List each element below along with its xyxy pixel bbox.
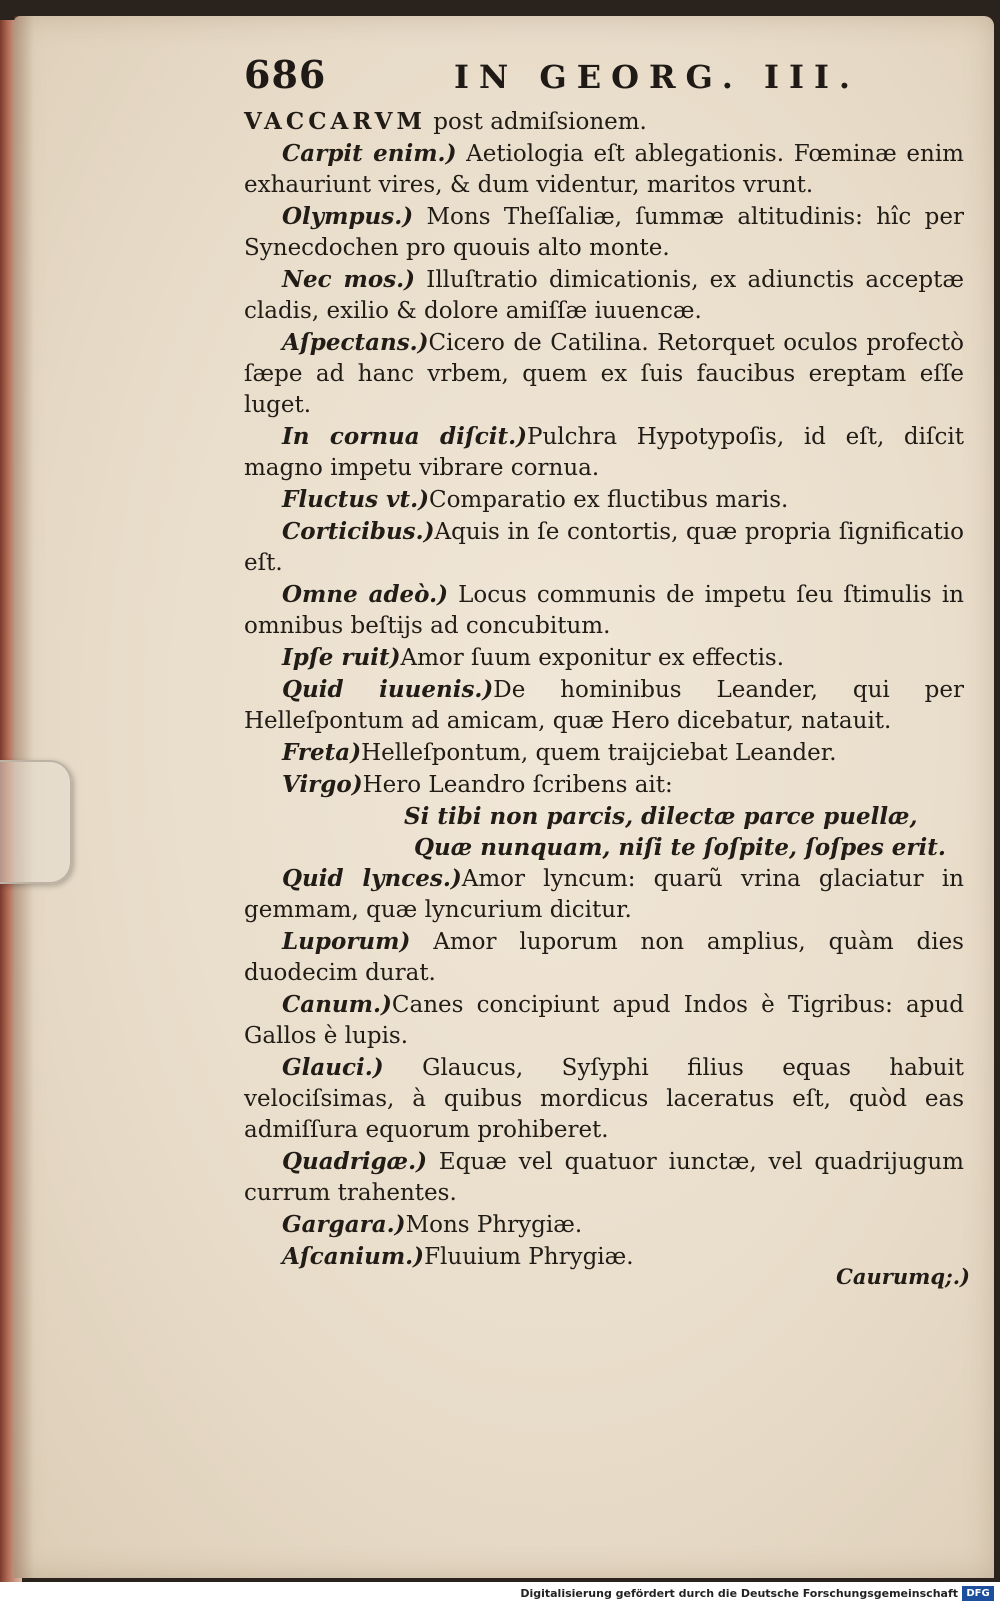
dfg-logo: DFG: [962, 1586, 994, 1601]
note-text: Glaucus, Syſyphi filius equas habuit velociſsimas, à quibus mordicus laceratus eſt, quòd eas admiſſura equorum prohiberet.: [244, 1055, 964, 1143]
note-lemma: Aſpectans.): [282, 329, 429, 356]
notes-group-first: [244, 138, 964, 801]
note-lemma: Corticibus.): [282, 518, 435, 545]
commentary-note: [244, 642, 964, 674]
note-lemma: Quid iuuenis.): [282, 676, 494, 703]
note-text: Aquis in ſe contortis, quæ propria ſignificatio eſt.: [244, 519, 964, 576]
note-lemma: Fluctus vt.): [282, 486, 429, 513]
note-text: Illuſtratio dimicationis, ex adiunctis acceptæ cladis, exilio & dolore amiſſæ iuuencæ.: [244, 267, 964, 324]
commentary-note: [244, 769, 964, 801]
running-head: [244, 52, 960, 102]
note-lemma: In cornua diſcit.): [282, 423, 528, 450]
catchword: Caurumq;.): [836, 1264, 970, 1289]
note-lemma: Canum.): [282, 991, 392, 1018]
note-text: De hominibus Leander, qui per Helleſpontum ad amicam, quæ Hero dicebatur, natauit.: [244, 677, 964, 734]
commentary-note: [244, 989, 964, 1052]
note-text: Mons Theſſaliæ, ſummæ altitudinis: hîc per Synecdochen pro quouis alto monte.: [244, 204, 964, 261]
commentary-note: [244, 926, 964, 989]
quoted-verse: [244, 801, 964, 863]
note-text: Comparatio ex fluctibus maris.: [428, 487, 789, 513]
commentary-note: [244, 1052, 964, 1146]
commentary-note: [244, 737, 964, 769]
note-lemma: Omne adeò.): [282, 581, 449, 608]
note-lemma: Ipſe ruit): [282, 644, 401, 671]
header-title: IN GEORG. III.: [454, 58, 861, 96]
note-text: Amor lyncum: quarũ vrina glaciatur in gemmam, quæ lyncurium dicitur.: [244, 866, 964, 923]
note-lemma: Glauci.): [282, 1054, 384, 1081]
commentary-note: [244, 579, 964, 642]
note-text: Amor luporum non amplius, quàm dies duodecim durat.: [244, 929, 964, 986]
verse-line: Si tibi non parcis, dilectæ parce puellæ,: [404, 803, 918, 830]
digitization-footer: [0, 1582, 1000, 1606]
note-text: Amor ſuum exponitur ex effectis.: [400, 645, 785, 671]
commentary-note: [244, 674, 964, 737]
note-lemma: Gargara.): [282, 1211, 406, 1238]
note-lemma: Carpit enim.): [282, 140, 457, 167]
note-text: Hero Leandro ſcribens ait:: [362, 772, 673, 798]
note-lemma: Luporum): [282, 928, 411, 955]
note-lemma: Nec mos.): [282, 266, 416, 293]
funding-notice: Digitalisierung gefördert durch die Deutsche Forschungsgemeinschaft: [520, 1587, 958, 1600]
commentary-note: [244, 863, 964, 926]
commentary-note: [244, 1209, 964, 1241]
note-text: Canes concipiunt apud Indos è Tigribus: apud Gallos è lupis.: [244, 992, 964, 1049]
section-heading: [244, 106, 964, 138]
commentary-note: [244, 516, 964, 579]
commentary-note: [244, 327, 964, 421]
note-text: Pulchra Hypotypoſis, id eſt, diſcit magno impetu vibrare cornua.: [244, 424, 965, 481]
note-text: Fluuium Phrygiæ.: [424, 1244, 634, 1270]
page-clip: [0, 760, 72, 884]
verse-line: Quæ nunquam, niſi te ſoſpite, ſoſpes erit.: [414, 834, 946, 861]
commentary-note: [244, 201, 964, 264]
commentary-text: [244, 106, 964, 1273]
commentary-note: [244, 138, 964, 201]
note-lemma: Aſcanium.): [282, 1243, 425, 1270]
section-heading-caps: VACCARVM: [244, 108, 426, 135]
section-heading-rest: post admiſsionem.: [425, 109, 647, 135]
page-number: 686: [244, 52, 327, 97]
note-lemma: Olympus.): [282, 203, 414, 230]
note-lemma: Freta): [282, 739, 362, 766]
commentary-note: [244, 264, 964, 327]
note-lemma: Virgo): [282, 771, 363, 798]
note-text: Mons Phrygiæ.: [405, 1212, 583, 1238]
note-text: Aetiologia eſt ablegationis. Fœminæ enim exhauriunt vires, & dum videntur, maritos vrunt.: [244, 141, 964, 198]
note-lemma: Quadrigæ.): [282, 1148, 427, 1175]
notes-group-second: [244, 863, 964, 1273]
note-lemma: Quid lynces.): [282, 865, 462, 892]
note-text: Equæ vel quatuor iunctæ, vel quadrijugum currum trahentes.: [244, 1149, 964, 1206]
commentary-note: [244, 1146, 964, 1209]
note-text: Cicero de Catilina. Retorquet oculos profectò ſæpe ad hanc vrbem, quem ex ſuis faucibus ereptam eſſe luget.: [244, 330, 964, 418]
commentary-note: [244, 421, 964, 484]
note-text: Locus communis de impetu ſeu ſtimulis in omnibus beſtijs ad concubitum.: [244, 582, 964, 639]
commentary-note: [244, 484, 964, 516]
note-text: Helleſpontum, quem traijciebat Leander.: [361, 740, 837, 766]
